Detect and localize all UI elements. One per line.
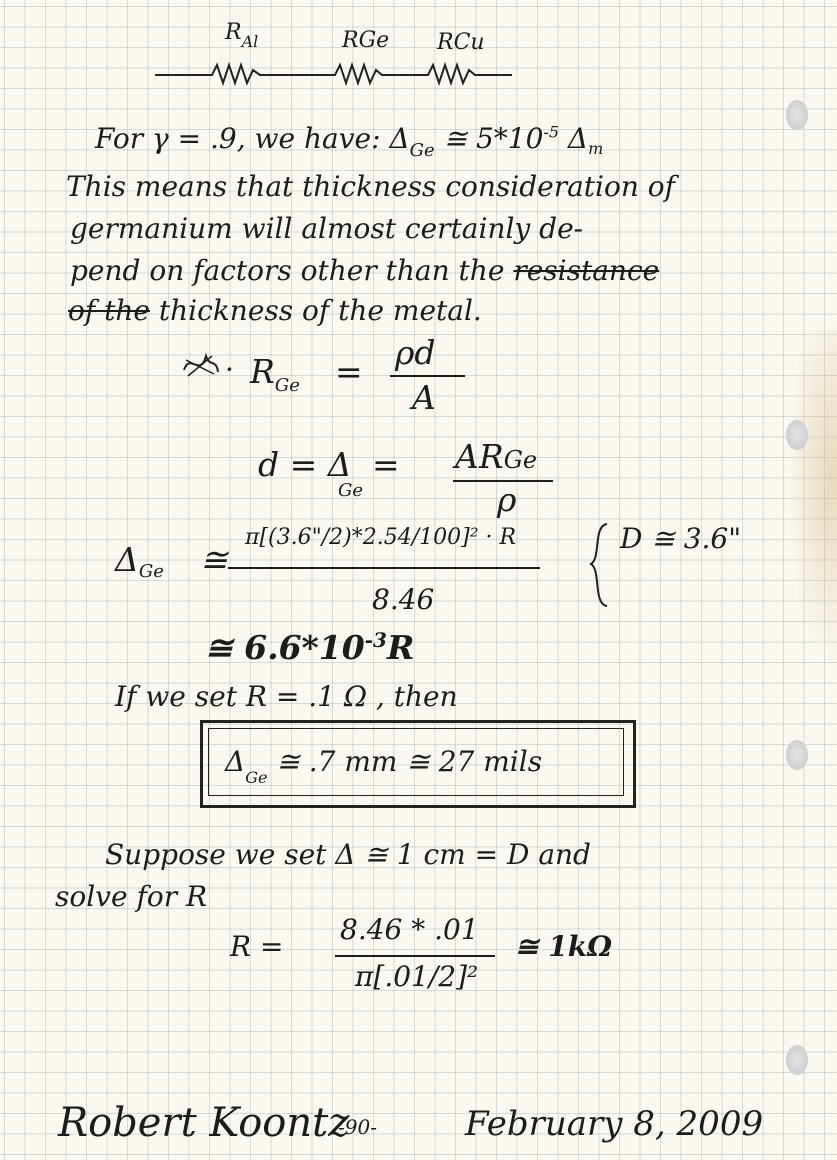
text-line-4: pend on factors other than the resistance	[70, 254, 660, 287]
binding-hole	[786, 1045, 808, 1075]
eq1-dot: ·	[225, 353, 234, 386]
text-line-3: germanium will almost certainly de-	[70, 212, 584, 245]
eq5-fraction-bar	[335, 955, 495, 957]
eq3-note: D ≅ 3.6"	[620, 522, 742, 555]
text-line-5: of the thickness of the metal.	[68, 294, 482, 327]
boxed-result: $\Delta_{Ge}$ ≅ .7 mm ≅ 27 mils	[225, 745, 543, 787]
brace	[585, 520, 615, 610]
eq1-lhs: $R_{Ge}$	[250, 352, 300, 396]
eq1-fraction-bar	[390, 375, 465, 377]
eq3-lhs: ΔGe	[115, 540, 164, 582]
resistor-label-r-al: $R_{Al}$	[225, 20, 259, 51]
suppose-line-2: solve for R	[55, 880, 208, 913]
eq1-numerator: ρd	[395, 333, 436, 372]
binding-hole	[786, 100, 808, 130]
suppose-line-1: Suppose we set Δ ≅ 1 cm = D and	[105, 838, 591, 871]
eq5-numerator: 8.46 * .01	[340, 913, 479, 946]
eq1-equals: =	[335, 352, 363, 391]
eq3-approx: ≅	[200, 540, 228, 579]
text-line-2: This means that thickness consideration of	[66, 170, 675, 203]
binding-hole	[786, 420, 808, 450]
scribbled-mark	[180, 350, 220, 380]
page-number: -90-	[338, 1115, 377, 1139]
coffee-stain	[790, 330, 837, 660]
binding-hole	[786, 740, 808, 770]
eq2-equals: =	[372, 445, 400, 484]
eq2-numerator: ARGe	[455, 437, 538, 476]
series-resistor-diagram	[150, 20, 520, 90]
eq1-denominator: A	[412, 378, 436, 417]
eq2-denominator: ρ	[497, 480, 517, 519]
eq3-fraction-bar	[228, 567, 540, 569]
eq2-lhs-sub: Ge	[338, 480, 364, 501]
line-if-we-set: If we set R = .1 Ω , then	[115, 680, 458, 713]
eq3-denominator: 8.46	[372, 583, 435, 616]
resistor-label-r-cu: RCu	[437, 30, 485, 55]
eq2-lhs: d = Δ	[258, 445, 352, 484]
date: February 8, 2009	[465, 1104, 764, 1144]
line-gamma: For γ = .9, we have: $\Delta_{Ge}$ ≅ $5*10^{-5}$ $\Delta_m$	[95, 122, 604, 161]
eq5-result: ≅ 1kΩ	[515, 930, 613, 963]
resistor-label-r-ge: RGe	[342, 28, 390, 53]
eq5-denominator: π[.01/2]²	[355, 960, 479, 993]
signature: Robert Koontz	[58, 1100, 350, 1146]
eq5-lhs: R =	[230, 930, 284, 963]
eq4: ≅ $6.6*10^{-3}R$	[205, 628, 415, 667]
eq3-numerator: π[(3.6"/2)*2.54/100]² · R	[245, 525, 517, 550]
